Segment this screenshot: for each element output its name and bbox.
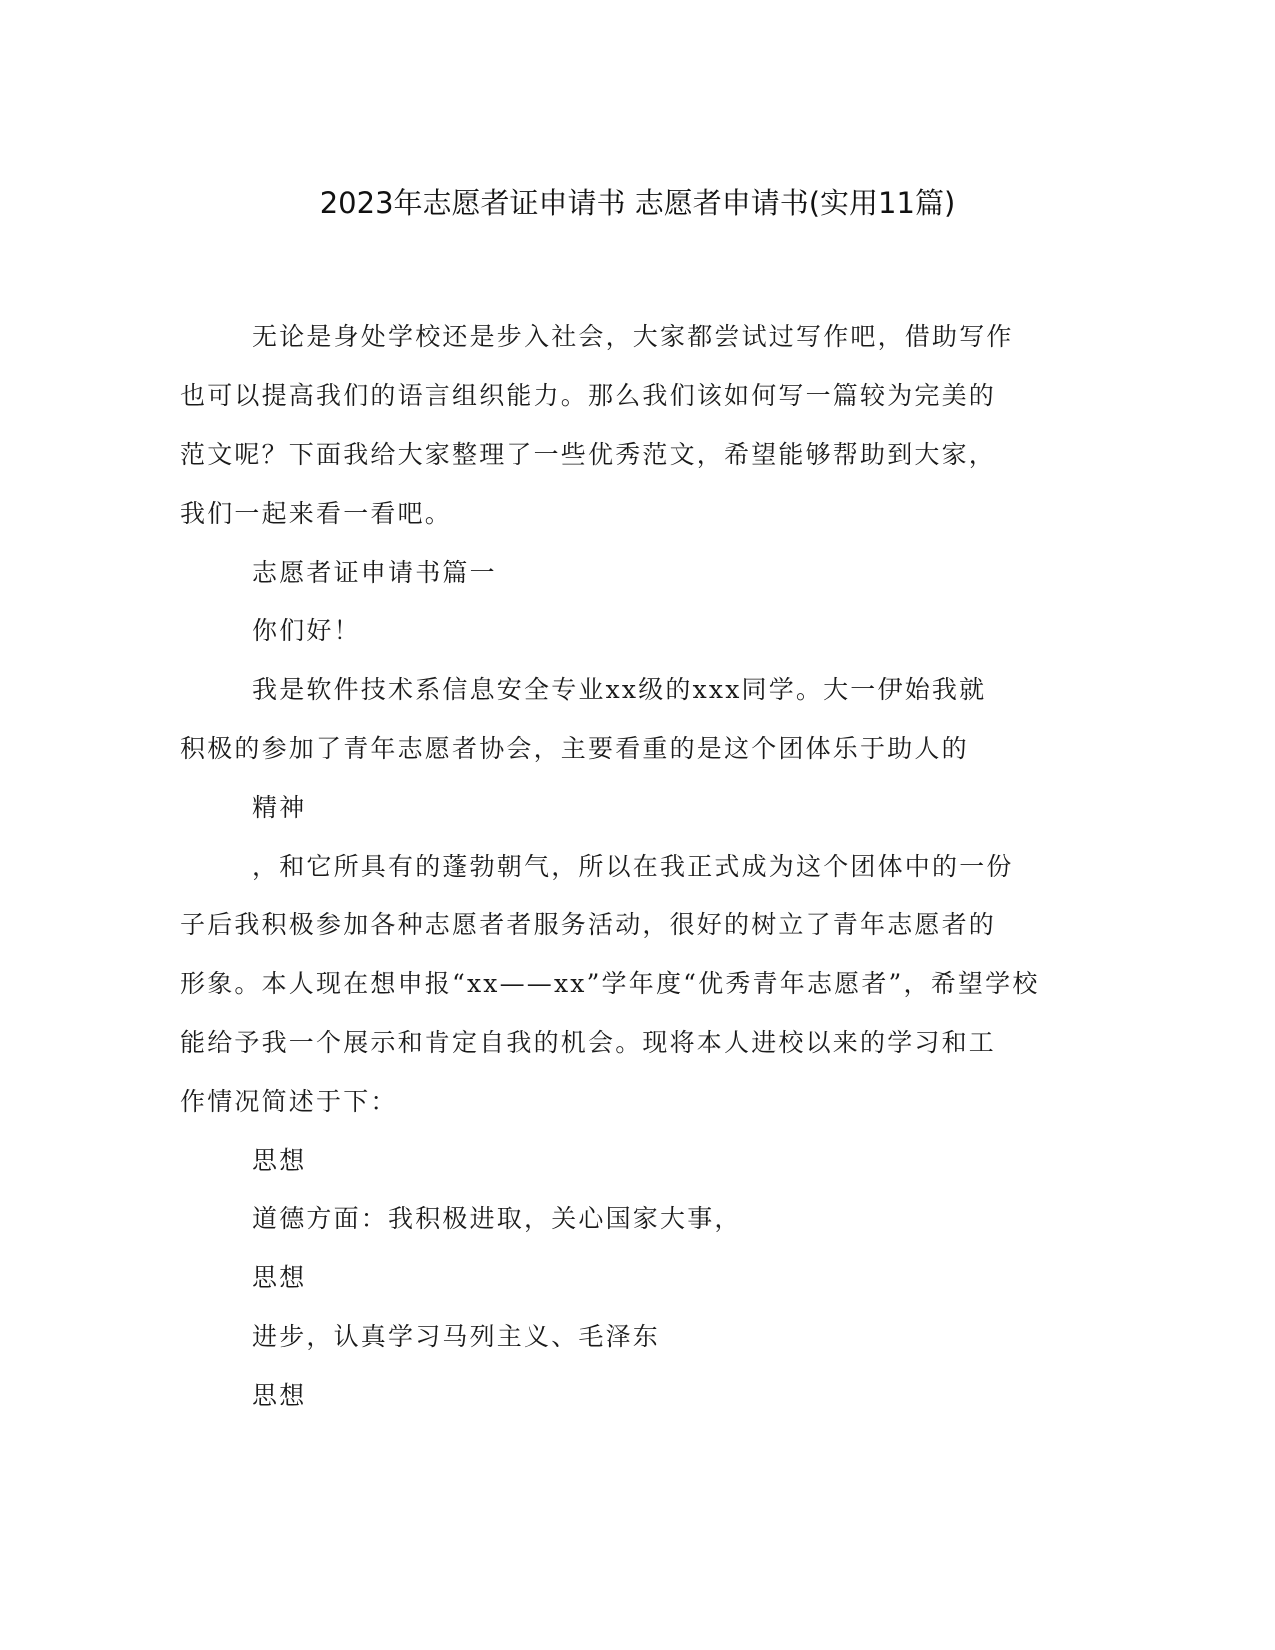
- paragraph-line: 思想: [252, 1263, 307, 1292]
- paragraph-line: 能给予我一个展示和肯定自我的机会。现将本人进校以来的学习和工: [180, 1028, 997, 1057]
- paragraph-line: 形象。本人现在想申报“xx——xx”学年度“优秀青年志愿者”，希望学校: [180, 969, 1040, 998]
- paragraph-line: 我们一起来看一看吧。: [180, 499, 453, 528]
- section-heading: 志愿者证申请书篇一: [252, 558, 497, 587]
- document-title: 2023年志愿者证申请书 志愿者申请书(实用11篇): [319, 186, 956, 220]
- paragraph-line: ，和它所具有的蓬勃朝气，所以在我正式成为这个团体中的一份: [252, 852, 1014, 881]
- paragraph-line: 作情况简述于下：: [180, 1087, 398, 1116]
- paragraph-line: 思想: [252, 1381, 307, 1410]
- greeting-line: 你们好！: [252, 616, 361, 645]
- paragraph-line: 我是软件技术系信息安全专业xx级的xxx同学。大一伊始我就: [252, 675, 987, 704]
- paragraph-line: 精神: [252, 793, 307, 822]
- paragraph-line: 积极的参加了青年志愿者协会，主要看重的是这个团体乐于助人的: [180, 734, 969, 763]
- paragraph-line: 道德方面：我积极进取，关心国家大事，: [252, 1204, 742, 1233]
- paragraph-line: 进步，认真学习马列主义、毛泽东: [252, 1322, 661, 1351]
- paragraph-line: 范文呢？下面我给大家整理了一些优秀范文，希望能够帮助到大家，: [180, 440, 997, 469]
- paragraph-line: 子后我积极参加各种志愿者者服务活动，很好的树立了青年志愿者的: [180, 910, 997, 939]
- paragraph-line: 无论是身处学校还是步入社会，大家都尝试过写作吧，借助写作: [252, 322, 1014, 351]
- paragraph-line: 思想: [252, 1146, 307, 1175]
- paragraph-line: 也可以提高我们的语言组织能力。那么我们该如何写一篇较为完美的: [180, 381, 997, 410]
